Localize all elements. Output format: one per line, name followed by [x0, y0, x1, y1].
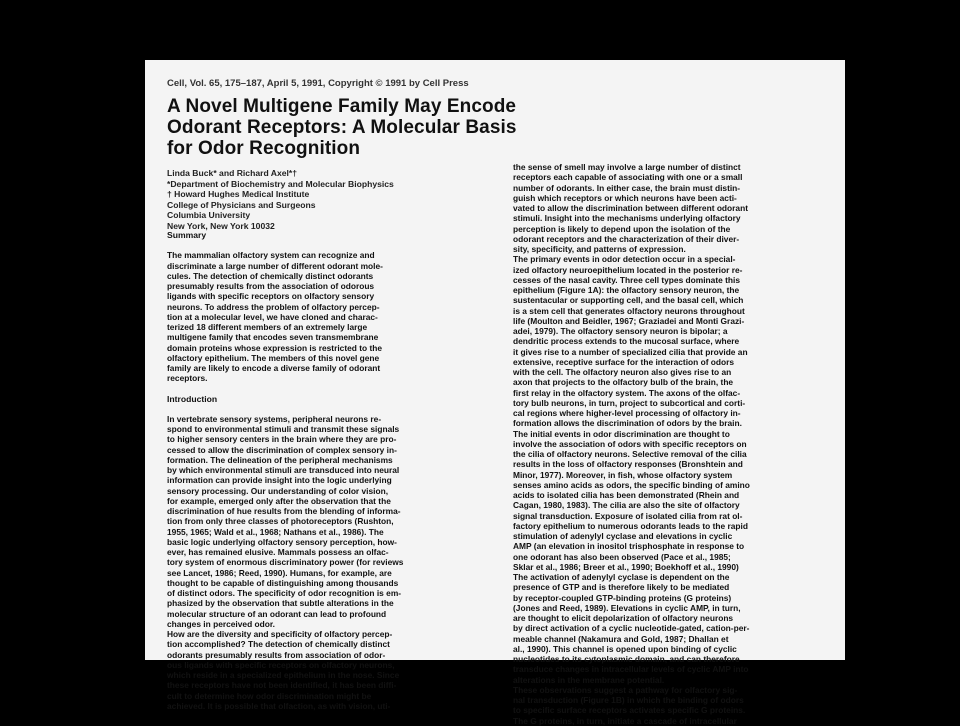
text-line: to specific surface receptors activates specific G proteins.: [513, 705, 746, 716]
text-line: guish which receptors or which neurons have been acti-: [513, 192, 737, 203]
title-line: A Novel Multigene Family May Encode: [167, 96, 517, 117]
text-line: by which environmental stimuli are transduced into neural: [167, 465, 400, 475]
text-line: ligands with specific receptors on olfactory sensory: [167, 291, 375, 302]
text-line: adei, 1979). The olfactory sensory neuron is bipolar; a: [513, 326, 728, 336]
text-line: of distinct odors. The specificity of odor recognition is em-: [167, 588, 402, 598]
text-line: presence of GTP and is therefore likely to be mediated: [513, 582, 730, 593]
text-line: sity, specificity, and patterns of expression.: [513, 244, 686, 254]
text-line: factory epithelium to numerous odorants leads to the rapid: [513, 520, 748, 531]
affiliation-line: College of Physicians and Surgeons: [167, 199, 316, 210]
text-line: ized olfactory neuroepithelium located in the posterior re-: [513, 264, 743, 275]
text-line: olfactory epithelium. The members of this novel gene: [167, 352, 380, 363]
text-line: transduce changes in intracellular levels of cyclic AMP into: [513, 664, 749, 675]
text-line: discrimination of hue results from the blending of informa-: [167, 506, 401, 516]
text-line: for example, emerged only after the observation that the: [167, 495, 391, 506]
text-line: epithelium (Figure 1A): the olfactory sensory neuron, the: [513, 285, 740, 295]
text-line: presumably results from the association of odorous: [167, 281, 375, 291]
text-line: tion from only three classes of photoreceptors (Rushton,: [167, 516, 394, 527]
affiliation-line: *Department of Biochemistry and Molecular Biophysics: [167, 178, 394, 189]
text-line: neurons. To address the problem of olfactory percep-: [167, 301, 380, 312]
text-line: is a stem cell that generates olfactory neurons throughout: [513, 305, 745, 316]
article-title: [167, 96, 667, 159]
text-line: changes in perceived odor.: [167, 618, 275, 629]
text-line: receptors.: [167, 373, 208, 384]
text-line: sustentacular or supporting cell, and the basal cell, which: [513, 295, 744, 306]
text-line: tion accomplished? The detection of chemically distinct: [167, 639, 390, 650]
text-line: The initial events in odor discrimination are thought to: [513, 428, 730, 439]
summary-heading: Summary: [167, 230, 207, 240]
text-line: cessed to allow the discrimination of complex sensory in-: [167, 444, 397, 455]
text-line: Cagan, 1980, 1983). The cilia are also the site of olfactory: [513, 500, 740, 511]
text-line: odorant receptors and the characterization of their diver-: [513, 233, 740, 244]
text-line: cal regions where higher-level processing of olfactory in-: [513, 408, 741, 418]
text-line: receptors each capable of associating with one or a small: [513, 172, 743, 183]
title-line: Odorant Receptors: A Molecular Basis: [167, 117, 517, 138]
text-line: results in the loss of olfactory responses (Bronshtein and: [513, 459, 743, 470]
journal-citation: Cell, Vol. 65, 175–187, April 5, 1991, Copyright © 1991 by Cell Press: [167, 78, 469, 89]
text-line: phasized by the observation that subtle alterations in the: [167, 598, 394, 609]
paper-page: [145, 60, 845, 726]
text-line: The primary events in odor detection occur in a special-: [513, 254, 736, 265]
introduction-paragraph: [167, 414, 497, 711]
text-line: These observations suggest a pathway for olfactory sig-: [513, 684, 738, 695]
text-line: (Jones and Reed, 1989). Elevations in cyclic AMP, in turn,: [513, 602, 741, 613]
text-line: involve the association of odors with specific receptors on: [513, 438, 747, 449]
text-line: stimuli. Insight into the mechanisms underlying olfactory: [513, 213, 741, 224]
text-line: al., 1990). This channel is opened upon binding of cyclic: [513, 643, 737, 654]
text-line: ous ligands with specific receptors on olfactory neurons,: [167, 659, 395, 670]
text-line: alterations in the membrane potential.: [513, 674, 665, 685]
text-line: tory system of enormous discriminatory power (for reviews: [167, 557, 404, 568]
text-line: which reside in a specialized epithelium in the nose. Since: [167, 670, 400, 680]
text-line: formation allows the discrimination of odors by the brain.: [513, 418, 742, 429]
text-line: discriminate a large number of different odorant mole-: [167, 260, 383, 271]
text-line: cult to determine how odor discrimination might be: [167, 690, 372, 701]
text-line: by receptor-coupled GTP-binding proteins (G proteins): [513, 592, 732, 603]
text-line: by direct activation of a cyclic nucleotide-gated, cation-per-: [513, 623, 750, 634]
text-line: the sense of smell may involve a large number of distinct: [513, 162, 741, 172]
text-line: The G proteins, in turn, initiate a cascade of intracellular: [513, 715, 737, 726]
text-line: tion at a molecular level, we have cloned and charac-: [167, 311, 378, 322]
author-names: Linda Buck* and Richard Axel*†: [167, 168, 298, 178]
affiliation-line: New York, New York 10032: [167, 220, 275, 231]
text-line: the cilia of olfactory neurons. Selective removal of the cilia: [513, 449, 747, 459]
text-line: molecular structure of an odorant can lead to profound: [167, 608, 387, 619]
right-column: [513, 162, 858, 726]
text-line: Minor, 1977). Moreover, in fish, whose olfactory system: [513, 469, 733, 480]
text-line: The activation of adenylyl cyclase is dependent on the: [513, 572, 730, 582]
text-line: signal transduction. Exposure of isolated cilia from rat ol-: [513, 510, 743, 521]
text-line: vated to allow the discrimination between different odorant: [513, 203, 748, 213]
text-line: thought to be capable of distinguishing among thousands: [167, 577, 399, 588]
text-line: cules. The detection of chemically distinct odorants: [167, 270, 374, 281]
text-line: The mammalian olfactory system can recognize and: [167, 250, 375, 261]
text-line: senses amino acids as odors, the specific binding of amino: [513, 479, 750, 490]
text-line: AMP (an elevation in inositol trisphosphate in response to: [513, 541, 745, 552]
text-line: information can provide insight into the logic underlying: [167, 475, 392, 486]
text-line: nucleotides to its cytoplasmic domain, and can therefore: [513, 654, 740, 664]
text-line: perception is likely to depend upon the isolation of the: [513, 223, 731, 234]
text-line: spond to environmental stimuli and transmit these signals: [167, 424, 400, 434]
text-line: axon that projects to the olfactory bulb of the brain, the: [513, 377, 734, 388]
text-line: multigene family that encodes seven transmembrane: [167, 332, 379, 343]
text-line: dendritic process extends to the mucosal surface, where: [513, 336, 740, 347]
text-line: these receptors have not been identified, it has been diffi-: [167, 680, 397, 691]
text-line: first relay in the olfactory system. The axons of the olfac-: [513, 387, 741, 398]
text-line: it gives rise to a number of specialized cilia that provide an: [513, 346, 748, 357]
text-line: are thought to elicit depolarization of olfactory neurons: [513, 613, 734, 623]
text-line: extensive, receptive surface for the interaction of odors: [513, 356, 735, 367]
text-line: cesses of the nasal cavity. Three cell types dominate this: [513, 274, 740, 285]
text-line: meable channel (Nakamura and Gold, 1987; Dhallan et: [513, 633, 729, 644]
text-line: basic logic underlying olfactory sensory perception, how-: [167, 536, 397, 547]
text-line: In vertebrate sensory systems, peripheral neurons re-: [167, 413, 382, 424]
text-line: family are likely to encode a diverse family of odorant: [167, 363, 381, 373]
text-line: one odorant has also been observed (Pace et al., 1985;: [513, 551, 731, 562]
title-line: for Odor Recognition: [167, 138, 361, 159]
left-column: [167, 230, 497, 711]
text-line: see Lancet, 1986; Reed, 1990). Humans, for example, are: [167, 567, 392, 578]
text-line: sensory processing. Our understanding of color vision,: [167, 485, 389, 496]
text-line: tory bulb neurons, in turn, project to subcortical and corti-: [513, 397, 746, 408]
text-line: ever, has remained elusive. Mammals possess an olfac-: [167, 547, 389, 557]
text-line: domain proteins whose expression is restricted to the: [167, 342, 383, 353]
text-line: achieved. It is possible that olfaction, as with vision, uti-: [167, 700, 391, 711]
summary-paragraph: [167, 250, 497, 383]
text-line: Sklar et al., 1986; Breer et al., 1990; Boekhoff et al., 1990): [513, 561, 739, 572]
text-line: stimulation of adenylyl cyclase and elevations in cyclic: [513, 531, 733, 541]
text-line: 1955, 1965; Wald et al., 1968; Nathans et al., 1986). The: [167, 526, 384, 537]
text-line: nal transduction (Figure 1B) in which the binding of odors: [513, 695, 744, 705]
affiliation-line: † Howard Hughes Medical Institute: [167, 189, 310, 200]
text-line: formation. The delineation of the peripheral mechanisms: [167, 454, 393, 465]
text-line: number of odorants. In either case, the brain must distin-: [513, 182, 741, 193]
introduction-heading: Introduction: [167, 393, 218, 404]
text-line: with the cell. The olfactory neuron also gives rise to an: [513, 367, 732, 377]
text-line: terized 18 different members of an extremely large: [167, 322, 368, 332]
affiliation-line: Columbia University: [167, 210, 251, 221]
text-line: odorants presumably results from association of odor-: [167, 649, 386, 660]
author-block: [167, 168, 497, 232]
text-line: acids to isolated cilia has been demonstrated (Rhein and: [513, 490, 740, 500]
text-line: to higher sensory centers in the brain where they are pro-: [167, 434, 397, 445]
text-line: life (Moulton and Beidler, 1967; Graziadei and Monti Grazi-: [513, 315, 745, 326]
text-line: How are the diversity and specificity of olfactory percep-: [167, 629, 393, 639]
